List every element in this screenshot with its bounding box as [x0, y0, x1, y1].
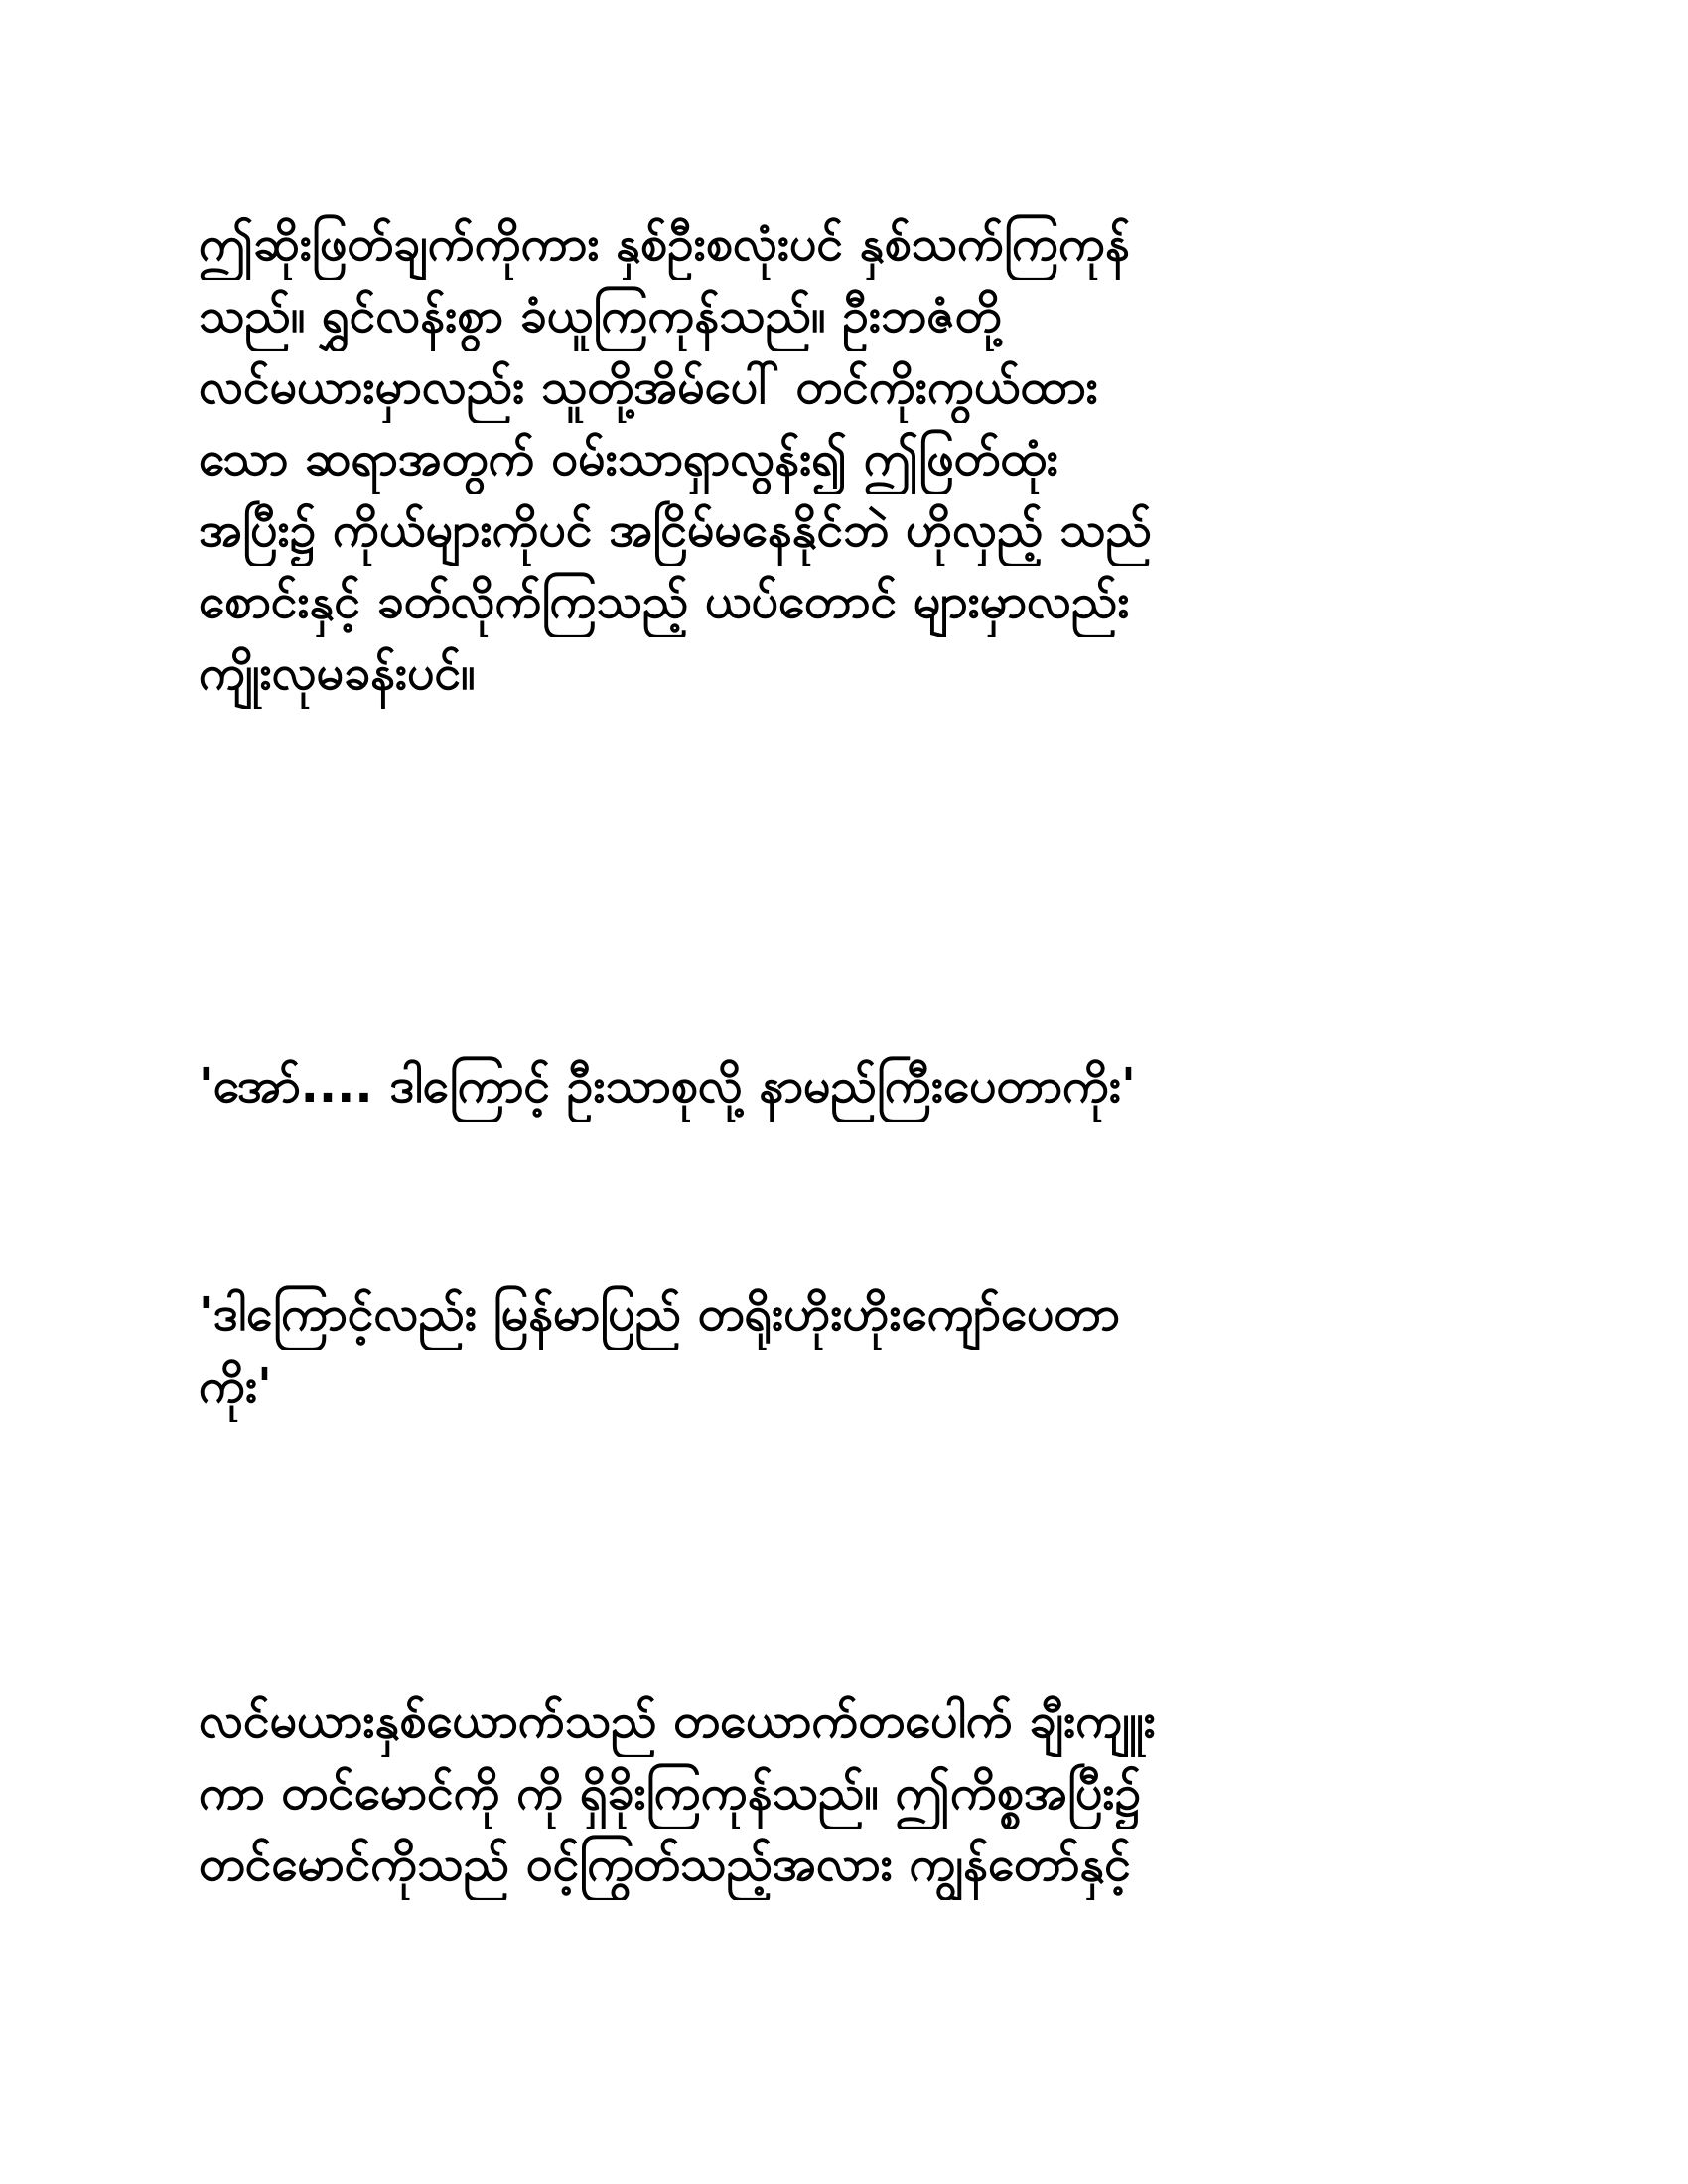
text-line: အပြီး၌ ကိုယ်များကိုပင် အငြိမ်မနေနိုင်ဘဲ ဟိုလှည့် သည်	[199, 502, 1152, 558]
text-line: ကာ တင်မောင်ကို ကို ရှိခိုးကြကုန်သည်။ ဤကိစ္စအပြီး၌	[199, 1765, 1142, 1821]
paragraph-2-dialogue	[199, 1050, 1499, 1122]
text-line: စောင်းနှင့် ခတ်လိုက်ကြသည့် ယပ်တောင် များမှာလည်း	[199, 574, 1130, 629]
text-line: လင်မယားနှစ်ယောက်သည် တယောက်တပေါက် ချီးကျူး	[199, 1694, 1156, 1749]
text-line: 'အော်.... ဒါကြောင့် ဦးသာစုလို့ နာမည်ကြီးပေတာကိုး'	[199, 1058, 1136, 1114]
text-line: သည်။ ရွှင်လန်းစွာ ခံယူကြကုန်သည်။ ဦးဘဇံတို့	[199, 288, 1002, 343]
text-line: လင်မယားမှာလည်း သူတို့အိမ်ပေါ် တင်ကိုးကွယ်ထား	[199, 359, 1098, 415]
text-line: ဤဆိုးဖြတ်ချက်ကိုကား နှစ်ဦးစလုံးပင် နှစ်သက်ကြကုန်	[199, 216, 1130, 272]
text-line: ကျိုးလုမခန်းပင်။	[199, 645, 476, 701]
text-line: တင်မောင်ကိုသည် ဝင့်ကြွတ်သည့်အလား ကျွန်တော်နှင့်	[199, 1837, 1131, 1892]
paragraph-4	[199, 1686, 1499, 1900]
document-page	[199, 208, 1499, 1995]
paragraph-1	[199, 208, 1499, 709]
text-line: သော ဆရာအတွက် ဝမ်းသာရှာလွန်း၍ ဤဖြတ်ထုံး	[199, 431, 1058, 486]
text-line: ကိုး'	[199, 1358, 272, 1414]
text-line: 'ဒါကြောင့်လည်း မြန်မာပြည် တရိုးဟိုးဟိုးကျော်ပေတာ	[199, 1287, 1120, 1342]
paragraph-3-dialogue	[199, 1279, 1499, 1422]
